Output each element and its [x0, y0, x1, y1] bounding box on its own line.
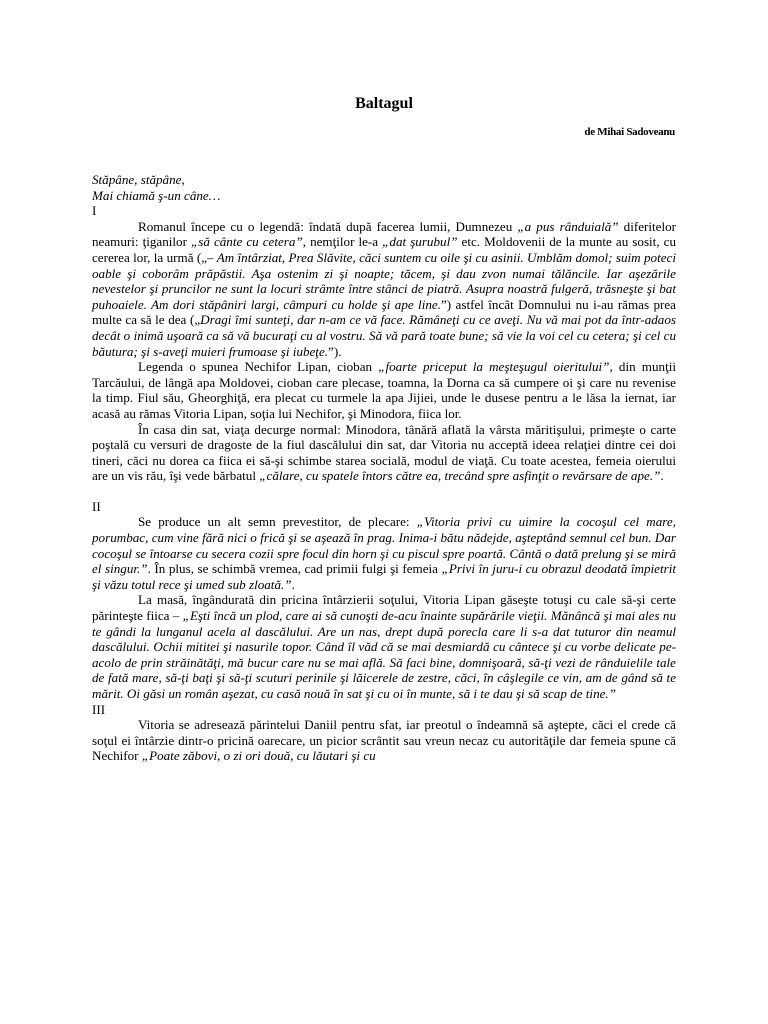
quoted-text: „călare, cu spatele întors către ea, trecând spre asfinţit o revărsare de ape.” — [259, 468, 661, 484]
document-title: Baltagul — [355, 95, 413, 112]
body-text: . În plus, se schimbă vremea, cad primii fulgi şi femeia — [147, 561, 442, 577]
paragraph — [92, 422, 676, 484]
body-text: La masă, îngândurată din pricina întârzierii soţului, Vitoria Lipan găseşte totuşi cu cale să-şi certe părinteşte fiica – — [92, 592, 676, 624]
chapter-heading: II — [92, 498, 101, 514]
body-text: , din munţii Tarcăului, de lângă apa Moldovei, cioban care plecase, toamna, la Dorna ca să cumpere oi şi care nu revenise la timp. Fiul său, Gheorghiţă, era plecat cu turmele la apa Jijiei, unde le dusese pentru a le lăsa la iernat, iar acasă au rămas Vitoria Lipan, soţia lui Nechifor, şi Minodora, fiica lor. — [92, 359, 676, 421]
paragraph — [92, 592, 676, 701]
motto-line-text: Mai chiamă ş-un câne… — [92, 187, 221, 203]
chapter-spacer — [92, 484, 676, 499]
quoted-text: „a pus rânduială” — [517, 218, 619, 234]
quoted-text: „Poate zăbovi, o zi ori două, cu lăutari şi cu — [141, 748, 376, 764]
chapter-heading: I — [92, 203, 97, 219]
paragraph — [92, 359, 676, 421]
body-text: Legenda o spunea Nechifor Lipan, cioban — [138, 359, 379, 375]
body-text: Romanul începe cu o legendă: îndată după facerea lumii, Dumnezeu — [138, 218, 518, 234]
body-text: Vitoria se adresează părintelui Daniil pentru sfat, iar preotul o îndeamnă să aştepte, căci el crede că soţul ei întârzie dintr-o pricină oarecare, un picior scrântit sau vreun necaz cu autorităţile dar femeia spune că Nechifor — [92, 717, 676, 764]
document-author: de Mihai Sadoveanu — [584, 126, 675, 138]
paragraph — [92, 219, 676, 359]
body-text: . — [660, 468, 664, 484]
body-text: ”) astfel încât Domnului nu i-au rămas prea multe ca să le dea („ — [92, 296, 676, 328]
body-text: . — [291, 576, 295, 592]
body-text: În casa din sat, viaţa decurge normal: Minodora, tânără aflată la vârsta măritişului, primeşte o carte poştală cu versuri de dragoste de la fiul dascălului din sat, dar Vitoria nu acceptă ideea relaţiei dintre cei doi tineri, căci nu dorea ca fiica ei să-şi schimbe starea socială, modul de viaţă. Cu toate acestea, femeia oierului are un vis rău, îşi vede bărbatul — [92, 421, 676, 484]
motto-line — [92, 188, 676, 204]
quoted-text: „Vitoria privi cu uimire la cocoşul cel mare, porumbac, cum vine fără nici o frică şi se aşează în prag. Inima-i bătu nădejde, aşteptând semnul cel bun. Dar cocoşul se întoarse cu secera cozii spre focul din horn şi cu piscul spre poartă. Cântă o dată prelung şi se miră el singur.” — [92, 514, 676, 577]
quoted-text: „Privi în juru-i cu obrazul deodată împietrit şi văzu totul rece şi umed sub zloată.” — [92, 561, 676, 592]
motto-line — [92, 172, 676, 188]
body-text: diferitelor neamuri: ţiganilor — [92, 218, 677, 250]
body-text: ”). — [328, 343, 342, 359]
quoted-text: „foarte priceput la meşteşugul oieritului” — [378, 359, 610, 375]
document-body — [92, 172, 676, 764]
quoted-text: „dat şurubul” — [382, 234, 458, 250]
quoted-text: „să cânte cu cetera” — [190, 234, 303, 250]
paragraph — [92, 514, 676, 592]
quoted-text: „Eşti încă un plod, care ai să cunoşti de-acu înainte supărările vieţii. Mănâncă şi mai ales nu te gândi la lunganul acela al dascălului. Are un nas, drept după porecla care li s-a dat tuturor din neamul dascălului. Ochii mititei şi nasurile topor. Când îl văd că se mai desmiardă cu cântece şi cu vorbe delicate pe-acolo de prin străinătăţi, mă bucur care nu se mai află. Să faci bine, domnişoară, să-ţi vezi de rânduielile tale de fată mare, să-ţi baţi şi să-ţi scuturi perinile şi lăicerele de zestre, căci, în câşlegile ce vin, am de gând să te mărit. Oi găsi un român aşezat, cu casă nouă în sat şi cu oi în munte, să i te dau şi să scap de tine.” — [92, 608, 676, 701]
quoted-text: Dragi îmi sunteţi, dar n-am ce vă face. Rămâneţi cu ce aveţi. Nu vă mai pot da într-adaos decât o inimă uşoară ca să vă bucuraţi cu al vostru. Să vă pară toate bune; să vie la voi cel cu cetera; şi cel cu băutura; şi s-aveţi muieri frumoase şi iubeţe. — [92, 312, 676, 359]
motto-line-text: Stăpâne, stăpâne, — [92, 172, 185, 187]
chapter-heading: III — [92, 701, 106, 717]
quoted-text: – Am întârziat, Prea Slăvite, căci suntem cu oile şi cu asinii. Umblăm domol; suim poteci oable şi coborâm prăpăstii. Aşa ostenim zi şi noapte; tăcem, şi dau zvon numai tălăncile. Iar aşezările nevestelor şi pruncilor ne sunt la locuri strâmte între stânci de piatră. Asupra noastră fulgeră, trăsneşte şi bat puhoaiele. Am dori stăpâniri largi, câmpuri cu holde şi ape line. — [92, 249, 676, 312]
body-text: etc. Moldovenii de la munte au sosit, cu cererea lor, la urmă („ — [92, 234, 676, 265]
body-text: Se produce un alt semn prevestitor, de plecare: — [138, 514, 417, 530]
body-text: , nemţilor le-a — [302, 234, 383, 250]
paragraph — [92, 717, 676, 764]
